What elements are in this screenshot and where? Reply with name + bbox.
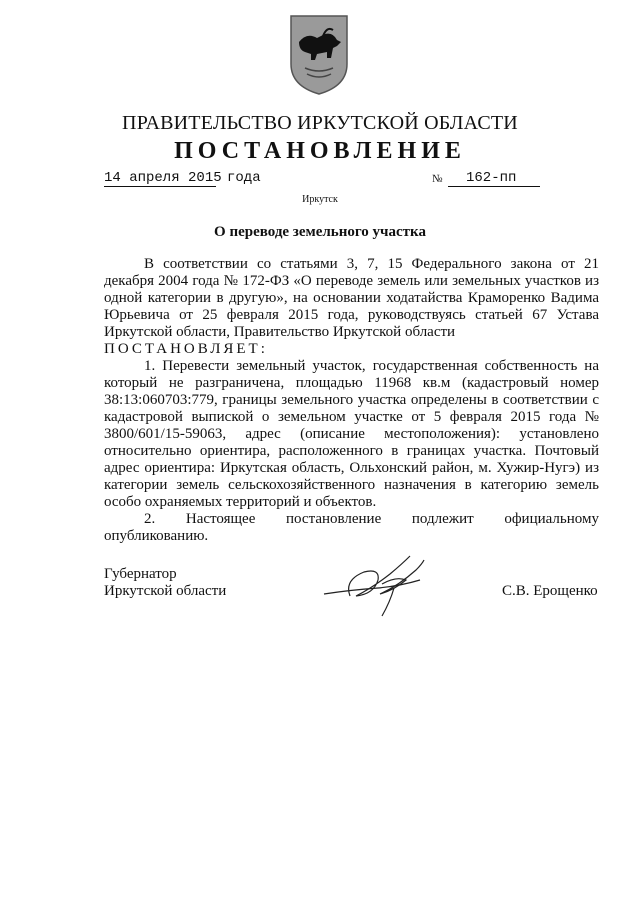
- signatory-title: [104, 566, 226, 600]
- number-sign: №: [432, 173, 443, 185]
- signatory-name: С.В. Ерощенко: [502, 583, 598, 599]
- item-2-paragraph: 2. Настоящее постановление подлежит официальному опубликованию.: [104, 511, 599, 544]
- city-name: Иркутск: [302, 194, 338, 205]
- document-subject: О переводе земельного участка: [214, 224, 426, 240]
- document-body: [104, 256, 599, 545]
- handwritten-signature-icon: [320, 550, 440, 620]
- date-value: 14 апреля 2015: [104, 170, 222, 186]
- document-date: [104, 170, 222, 186]
- preamble-paragraph: В соответствии со статьями 3, 7, 15 Федерального закона от 21 декабря 2004 года № 172-ФЗ «О переводе земель или земельных участков из одной категории в другую», на основании ходатайства Краморенко Вадима Юрьевича от 25 февраля 2015 года, руководствуясь статьей 67 Устава Иркутской области, Правительство Иркутской области: [104, 256, 599, 340]
- signatory-title-line2: Иркутской области: [104, 583, 227, 599]
- document-number: 162-пп: [466, 170, 517, 186]
- resolves-heading: ПОСТАНОВЛЯЕТ:: [104, 341, 268, 357]
- date-suffix: года: [227, 170, 261, 186]
- signatory-title-line1: Губернатор: [104, 566, 177, 582]
- government-name: ПРАВИТЕЛЬСТВО ИРКУТСКОЙ ОБЛАСТИ: [122, 112, 518, 134]
- irkutsk-coat-of-arms-icon: [287, 12, 351, 96]
- number-underline: [448, 186, 540, 187]
- item-1-paragraph: 1. Перевести земельный участок, государственная собственность на который не разграничена, площадью 11968 кв.м (кадастровый номер 38:13:060703:779, границы земельного участка определены в соответствии с кадастровой выпиской о земельном участке от 5 февраля 2015 года № 3800/601/15-59063, адрес (описание местоположения): установлено относительно ориентира, расположенного в границах участка. Почтовый адрес ориентира: Иркутская область, Ольхонский район, м. Хужир-Нугэ) из категории земель сельскохозяйственного назначения в категорию земель особо охраняемых территорий и объектов.: [104, 358, 599, 510]
- document-type: ПОСТАНОВЛЕНИЕ: [174, 138, 466, 164]
- date-underline: [104, 186, 216, 187]
